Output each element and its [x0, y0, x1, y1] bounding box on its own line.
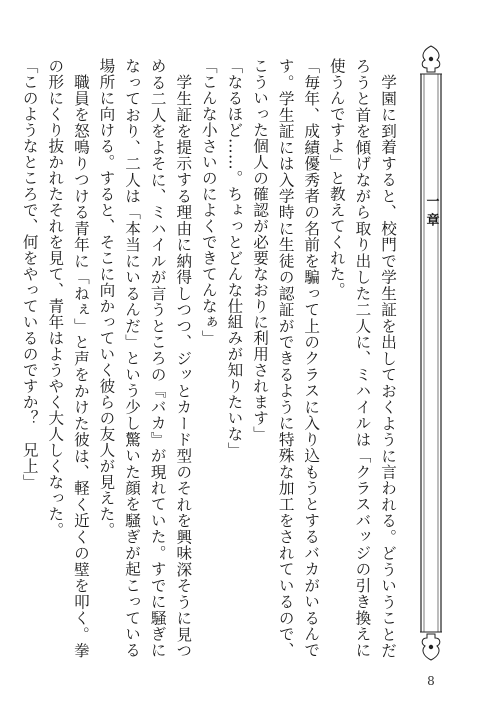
paragraph: 学生証を提示する理由に納得しつつ、ジッとカード型のそれを興味深そうに見つめる二人をよそに、ミハイルが言うところの『バカ』が現れていた。すでに騒ぎになっており、二人は「本当にいるんだ」という少し驚いた顔を騒ぎが起こっている場所に向ける。すると、そこに向かっていく彼らの友人が見えた。 — [97, 58, 193, 658]
paragraph: 「こんな小さいのによくできてんなぁ」 — [199, 58, 218, 346]
vertical-text-body — [20, 58, 400, 658]
paragraph: 「毎年、成績優秀者の名前を騙って上のクラスに入り込もうとするバカがいるんです。学生証には入学時に生徒の認証ができるように特殊な加工をされているので、こういった個人の確認が必要なおりに利用されます」 — [251, 58, 321, 658]
paragraph: 「なるほど……。ちょっとどんな仕組みが知りたいな」 — [225, 58, 244, 458]
ornament-frame-icon — [418, 44, 444, 662]
page-number: 8 — [427, 674, 435, 688]
paragraph: 「このようなところで、何をやっているのですか？ 兄上」 — [20, 58, 39, 490]
chapter-title: 一章 — [423, 194, 439, 232]
paragraph: 職員を怒鳴りつける青年に「ねぇ」と声をかけた彼は、軽く近くの壁を叩く。拳の形にくり抜かれたそれを見て、青年はようやく大人しくなった。 — [46, 58, 90, 658]
chapter-header-panel — [418, 44, 444, 662]
paragraph: 学園に到着すると、校門で学生証を出しておくように言われる。どういうことだろうと首を傾げながら取り出した二人に、ミハイルは「クラスバッジの引き換えに使うんですよ」と教えてくれた。 — [327, 58, 397, 658]
